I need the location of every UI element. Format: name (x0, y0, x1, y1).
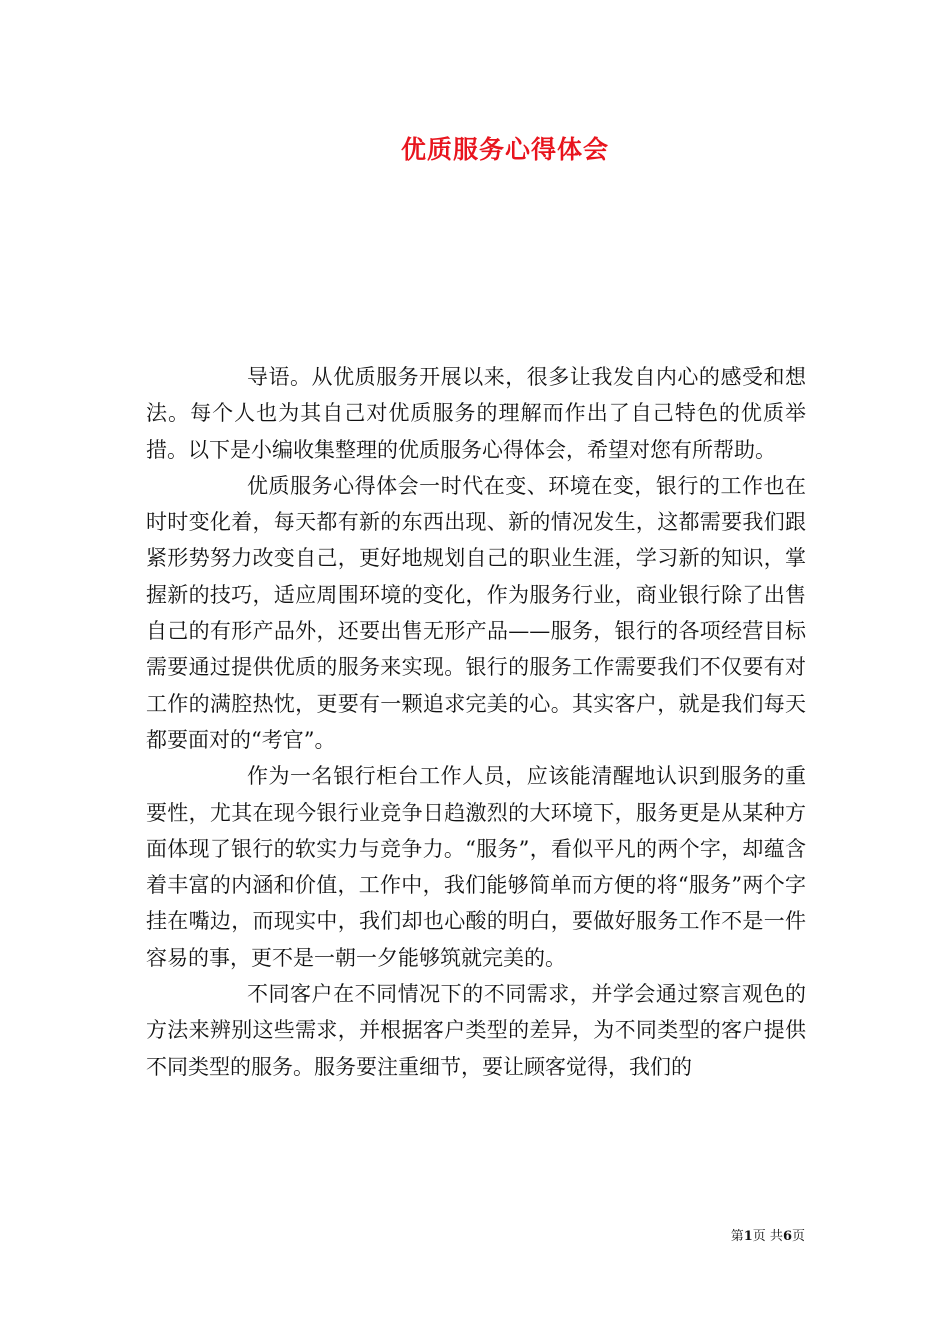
footer-middle: 页 共 (752, 1229, 783, 1244)
footer-total-pages: 6 (782, 1229, 792, 1244)
footer-prefix: 第 (730, 1229, 744, 1244)
page-footer (731, 1228, 805, 1246)
paragraph-1: 优质服务心得体会一时代在变、环境在变，银行的工作也在时时变化着，每天都有新的东西出现、新的情况发生，这都需要我们跟紧形势努力改变自己，更好地规划自己的职业生涯，学习新的知识，掌握新的技巧，适应周围环境的变化，作为服务行业，商业银行除了出售自己的有形产品外，还要出售无形产品——服务，银行的各项经营目标需要通过提供优质的服务来实现。银行的服务工作需要我们不仅要有对工作的满腔热忱，更要有一颗追求完美的心。其实客户，就是我们每天都要面对的“考官”。 (146, 473, 806, 752)
paragraph-intro: 导语。从优质服务开展以来，很多让我发自内心的感受和想法。每个人也为其自己对优质服务的理解而作出了自己特色的优质举措。以下是小编收集整理的优质服务心得体会，希望对您有所帮助。 (146, 365, 806, 462)
footer-suffix: 页 (791, 1229, 805, 1244)
paragraph-2: 作为一名银行柜台工作人员，应该能清醒地认识到服务的重要性，尤其在现今银行业竞争日趋激烈的大环境下，服务更是从某种方面体现了银行的软实力与竞争力。“服务”，看似平凡的两个字，却蕴含着丰富的内涵和价值，工作中，我们能够简单而方便的将“服务”两个字挂在嘴边，而现实中，我们却也心酸的明白，要做好服务工作不是一件容易的事，更不是一朝一夕能够筑就完美的。 (146, 764, 806, 970)
paragraph-3: 不同客户在不同情况下的不同需求，并学会通过察言观色的方法来辨别这些需求，并根据客户类型的差异，为不同类型的客户提供不同类型的服务。服务要注重细节，要让顾客觉得，我们的 (146, 982, 806, 1079)
document-title: 优质服务心得体会 (400, 135, 609, 164)
document-body (146, 359, 806, 1085)
footer-current-page: 1 (743, 1229, 753, 1244)
